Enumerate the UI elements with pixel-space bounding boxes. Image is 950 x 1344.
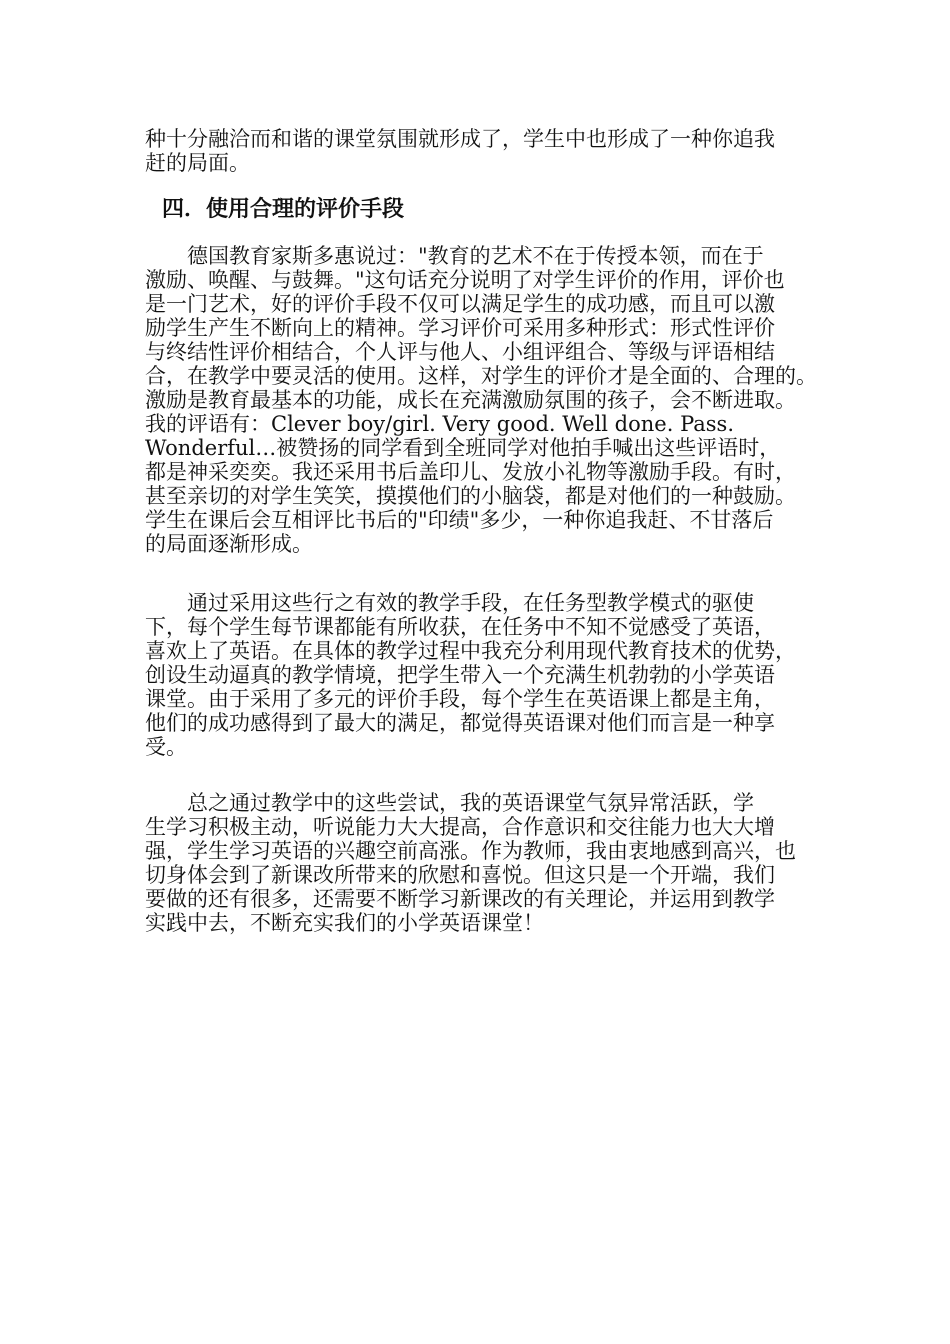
paragraph3-line: 实践中去，不断充实我们的小学英语课堂！ [145,911,544,935]
intro-line: 种十分融洽而和谐的课堂氛围就形成了，学生中也形成了一种你追我 [145,127,775,151]
paragraph1-line: 都是神采奕奕。我还采用书后盖印儿、发放小礼物等激励手段。有时， [145,460,796,484]
paragraph1-line: 激励、唤醒、与鼓舞。"这句话充分说明了对学生评价的作用，评价也 [145,268,785,292]
paragraph3-line: 切身体会到了新课改所带来的欣慰和喜悦。但这只是一个开端，我们 [145,863,775,887]
paragraph2-line: 通过采用这些行之有效的教学手段，在任务型教学模式的驱使 [145,591,754,615]
paragraph2-line: 受。 [145,735,187,759]
paragraph2-line: 喜欢上了英语。在具体的教学过程中我充分利用现代教育技术的优势， [145,639,796,663]
section-heading: 四．使用合理的评价手段 [162,197,405,222]
paragraph2-line: 课堂。由于采用了多元的评价手段，每个学生在英语课上都是主角， [145,687,775,711]
paragraph2-line: 创设生动逼真的教学情境，把学生带入一个充满生机勃勃的小学英语 [145,663,775,687]
paragraph1-line: 与终结性评价相结合，个人评与他人、小组评组合、等级与评语相结 [145,340,775,364]
paragraph1-line: 学生在课后会互相评比书后的"印绩"多少，一种你追我赶、不甘落后 [145,508,774,532]
paragraph1-line: 德国教育家斯多惠说过："教育的艺术不在于传授本领，而在于 [145,244,764,268]
paragraph1-line: 是一门艺术，好的评价手段不仅可以满足学生的成功感，而且可以激 [145,292,775,316]
paragraph2-line: 下，每个学生每节课都能有所收获，在任务中不知不觉感受了英语， [145,615,775,639]
paragraph3-line: 强，学生学习英语的兴趣空前高涨。作为教师，我由衷地感到高兴，也 [145,839,796,863]
paragraph3-line: 总之通过教学中的这些尝试，我的英语课堂气氛异常活跃，学 [145,791,754,815]
intro-line: 赶的局面。 [145,151,250,175]
paragraph1-line: 激励是教育最基本的功能，成长在充满激励氛围的孩子，会不断进取。 [145,388,796,412]
paragraph3-line: 生学习积极主动，听说能力大大提高，合作意识和交往能力也大大增 [145,815,775,839]
paragraph2-line: 他们的成功感得到了最大的满足，都觉得英语课对他们而言是一种享 [145,711,775,735]
paragraph1-line: 励学生产生不断向上的精神。学习评价可采用多种形式：形式性评价 [145,316,775,340]
paragraph1-line: Wonderful…被赞扬的同学看到全班同学对他拍手喊出这些评语时， [145,436,781,460]
paragraph1-line: 我的评语有：Clever boy/girl. Very good. Well done. Pass. [145,412,735,436]
paragraph3-line: 要做的还有很多，还需要不断学习新课改的有关理论，并运用到教学 [145,887,775,911]
paragraph1-line: 合，在教学中要灵活的使用。这样，对学生的评价才是全面的、合理的。 [145,364,817,388]
paragraph1-line: 甚至亲切的对学生笑笑，摸摸他们的小脑袋，都是对他们的一种鼓励。 [145,484,796,508]
paragraph1-line: 的局面逐渐形成。 [145,532,313,556]
